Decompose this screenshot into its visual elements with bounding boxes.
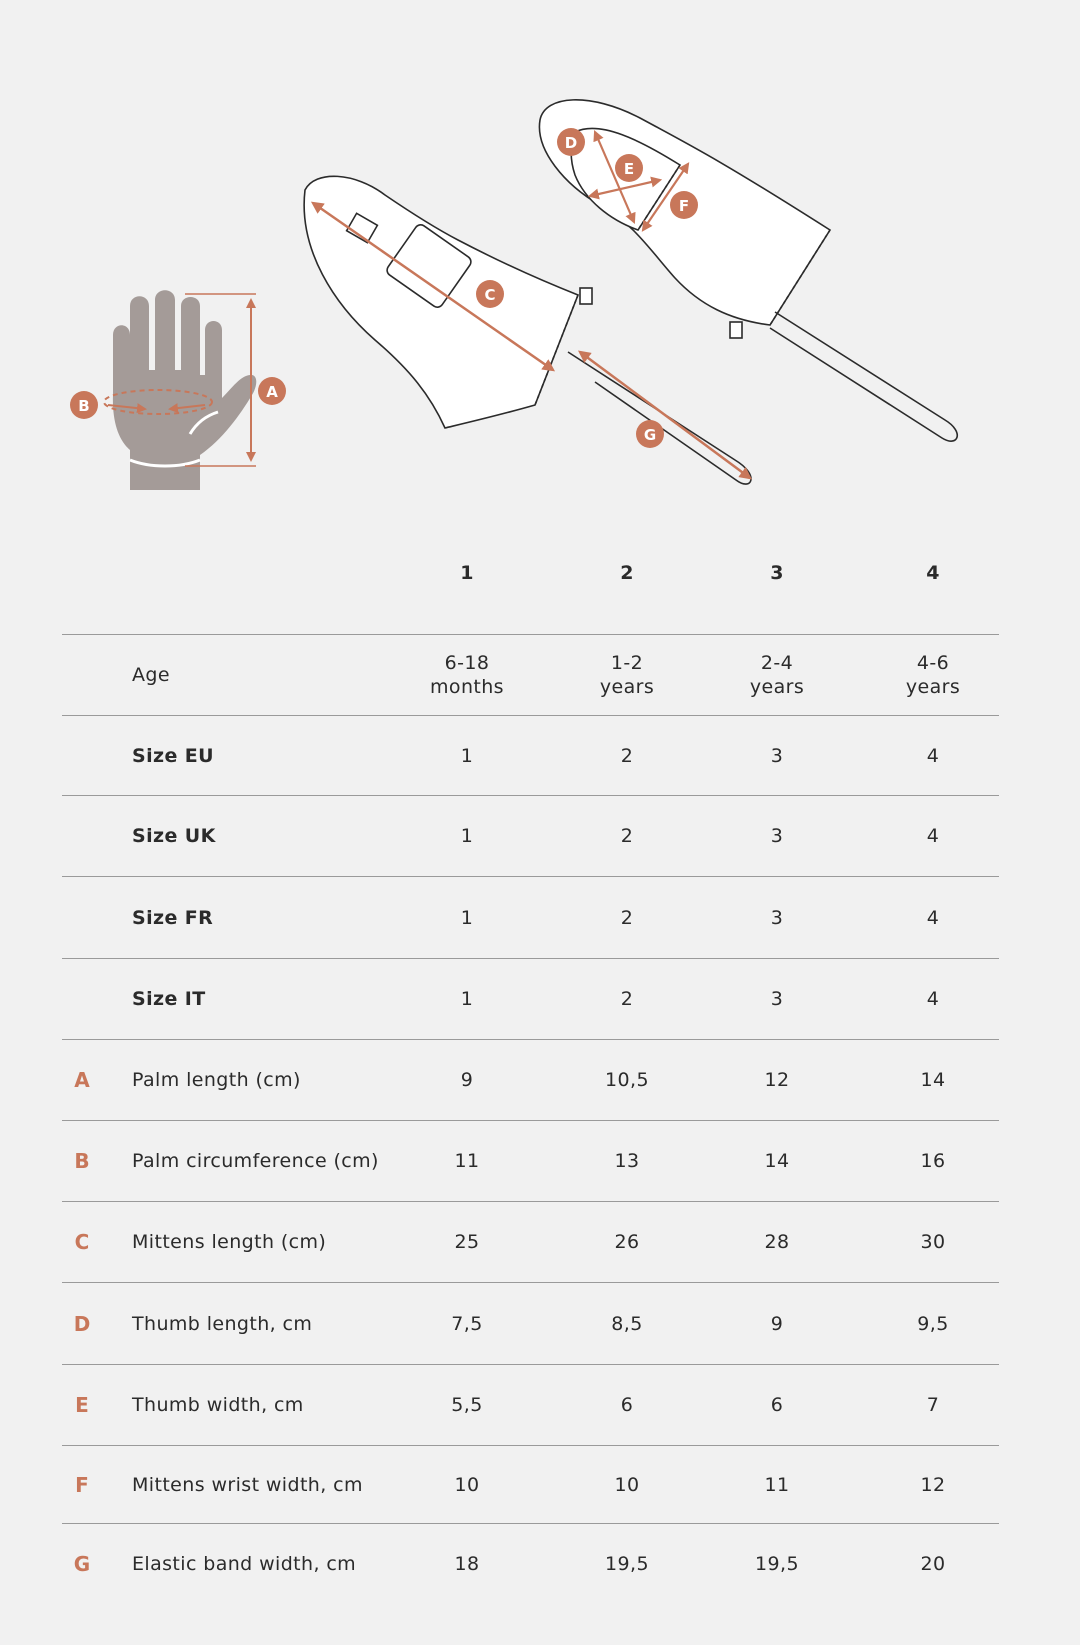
row-label: Mittens length (cm)	[132, 1231, 327, 1253]
table-cell: 3	[770, 906, 784, 929]
table-cell: 11	[764, 1473, 790, 1496]
table-cell: 6	[620, 1394, 634, 1416]
measure-letter: F	[75, 1472, 89, 1497]
label-badge-g	[636, 420, 664, 448]
table-cell: 8,5	[611, 1312, 643, 1335]
row-label: Mittens wrist width, cm	[132, 1473, 363, 1496]
table-row-elastic-band-width	[62, 1524, 999, 1604]
table-cell: 18	[454, 1553, 480, 1575]
measure-letter: D	[73, 1311, 91, 1336]
table-cell: 9	[460, 1069, 474, 1091]
table-cell: 10	[454, 1473, 480, 1496]
table-cell: 3	[770, 988, 784, 1010]
measure-letter: C	[74, 1230, 90, 1254]
row-label: Elastic band width, cm	[132, 1553, 357, 1575]
table-row-palm-length	[62, 1040, 999, 1121]
table-cell: 6	[770, 1394, 784, 1416]
table-cell: 11	[454, 1150, 480, 1172]
table-cell: 1	[460, 744, 474, 767]
svg-text:F: F	[678, 197, 690, 215]
row-label: Palm circumference (cm)	[132, 1150, 379, 1172]
table-cell: 13	[614, 1150, 640, 1172]
column-header: 4	[926, 562, 940, 584]
table-row-size-fr	[62, 877, 999, 959]
table-row-size-eu	[62, 716, 999, 796]
table-cell: 25	[454, 1231, 480, 1253]
measure-letter: G	[73, 1552, 91, 1576]
table-cell: 2	[620, 906, 634, 929]
table-cell: 1	[460, 906, 474, 929]
svg-text:A: A	[266, 383, 278, 401]
table-cell: 2	[620, 825, 634, 847]
table-cell: 1	[460, 988, 474, 1010]
table-cell: 9,5	[917, 1312, 949, 1335]
table-cell: 10	[614, 1473, 640, 1496]
label-badge-f	[670, 191, 698, 219]
table-cell: 1	[460, 825, 474, 847]
table-cell: 19,5	[605, 1553, 649, 1575]
measure-letter: B	[74, 1149, 90, 1173]
svg-text:C: C	[484, 286, 496, 304]
table-header	[62, 552, 999, 635]
row-label: Palm length (cm)	[132, 1069, 301, 1091]
table-cell: 2	[620, 744, 634, 767]
table-row-thumb-length	[62, 1283, 999, 1365]
table-row-age	[62, 635, 999, 716]
table-cell: 30	[920, 1231, 946, 1253]
table-cell: 4	[926, 906, 940, 929]
row-label: Size FR	[132, 906, 214, 929]
table-row-size-uk	[62, 796, 999, 877]
measure-letter: A	[74, 1068, 90, 1092]
table-cell: 1-2 years	[599, 652, 655, 698]
svg-text:G: G	[643, 426, 657, 444]
table-cell: 16	[920, 1150, 946, 1172]
table-cell: 14	[764, 1150, 790, 1172]
label-badge-d	[557, 128, 585, 156]
table-cell: 4	[926, 825, 940, 847]
row-label: Size EU	[132, 744, 214, 767]
row-label: Size IT	[132, 988, 206, 1010]
table-row-size-it	[62, 959, 999, 1040]
table-cell: 7,5	[451, 1312, 483, 1335]
table-cell: 9	[770, 1312, 784, 1335]
size-diagram	[0, 0, 1080, 520]
table-cell: 5,5	[451, 1394, 483, 1416]
row-label: Thumb length, cm	[132, 1312, 313, 1335]
label-badge-b	[70, 391, 98, 419]
row-label: Age	[132, 664, 170, 686]
table-cell: 10,5	[605, 1069, 649, 1091]
table-cell: 4	[926, 988, 940, 1010]
table-cell: 20	[920, 1553, 946, 1575]
size-chart-table	[62, 552, 999, 1604]
table-cell: 7	[926, 1394, 940, 1416]
hand-icon	[113, 290, 256, 490]
column-header: 1	[460, 562, 474, 584]
label-badge-e	[615, 154, 643, 182]
table-cell: 2-4 years	[749, 652, 805, 698]
table-cell: 6-18 months	[430, 652, 504, 698]
table-row-thumb-width	[62, 1365, 999, 1446]
table-cell: 2	[620, 988, 634, 1010]
column-header: 2	[620, 562, 634, 584]
table-cell: 26	[614, 1231, 640, 1253]
svg-text:B: B	[78, 397, 90, 415]
table-cell: 4	[926, 744, 940, 767]
row-label: Thumb width, cm	[132, 1394, 304, 1416]
table-row-palm-circumference	[62, 1121, 999, 1202]
table-cell: 3	[770, 825, 784, 847]
column-header: 3	[770, 562, 784, 584]
table-row-mittens-wrist-width	[62, 1446, 999, 1524]
table-cell: 12	[764, 1069, 790, 1091]
table-cell: 19,5	[755, 1553, 799, 1575]
table-cell: 3	[770, 744, 784, 767]
svg-text:E: E	[623, 160, 635, 178]
label-badge-a	[258, 377, 286, 405]
table-cell: 14	[920, 1069, 946, 1091]
svg-text:D: D	[564, 134, 578, 152]
row-label: Size UK	[132, 825, 216, 847]
label-badge-c	[476, 280, 504, 308]
measure-letter: E	[75, 1393, 89, 1417]
table-cell: 12	[920, 1473, 946, 1496]
table-row-mittens-length	[62, 1202, 999, 1283]
table-cell: 4-6 years	[905, 652, 961, 698]
table-cell: 28	[764, 1231, 790, 1253]
